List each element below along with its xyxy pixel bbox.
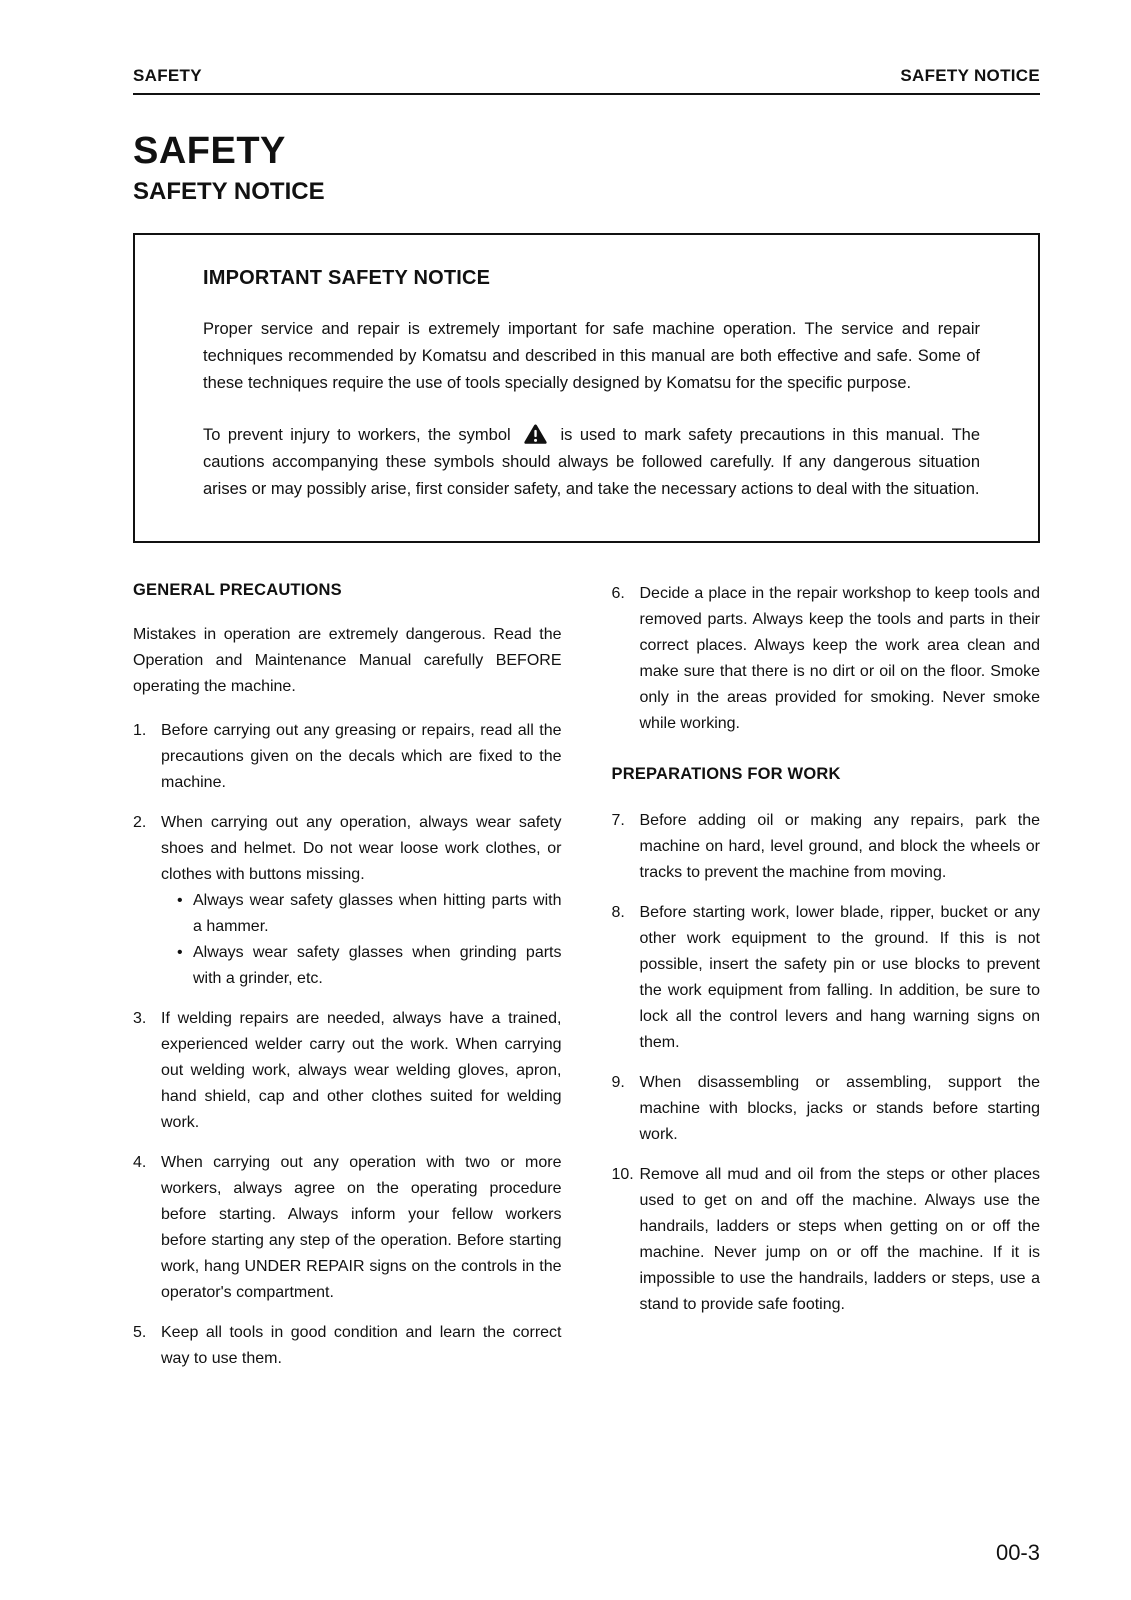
- item-number: 1.: [133, 722, 147, 740]
- item-number: 8.: [611, 904, 625, 922]
- page-title: SAFETY: [133, 130, 286, 172]
- right-column: [612, 581, 1041, 1386]
- item-number: 4.: [133, 1154, 147, 1172]
- notice-paragraph-2-after: is used to mark safety precautions in this manual. The cautions accompanying these symbols should always be followed carefully. If any dangerous situation arises or may possibly arise, first consider safety, and take the necessary actions to deal with the situation.: [203, 426, 981, 499]
- notice-paragraph-1: Proper service and repair is extremely important for safe machine operation. The service and repair techniques recommended by Komatsu and described in this manual are both effective and safe. Some of these techniques require the use of tools specially designed by Komatsu for the specific purpose.: [203, 320, 980, 393]
- warning-triangle-icon: [524, 424, 547, 444]
- two-column-body: [133, 581, 1040, 1386]
- notice-paragraph-2: [203, 422, 980, 503]
- bullet-text: Always wear safety glasses when hitting parts with a hammer.: [193, 892, 562, 936]
- item-number: 7.: [611, 812, 625, 830]
- bullet-item: [161, 888, 562, 940]
- list-item-2: [133, 810, 562, 992]
- list-item-10: [612, 1162, 1041, 1318]
- important-safety-notice-box: [133, 233, 1040, 543]
- bullet-text: Always wear safety glasses when grinding parts with a grinder, etc.: [193, 944, 562, 988]
- item-text: Before adding oil or making any repairs, park the machine on hard, level ground, and block the wheels or tracks to prevent the machine from moving.: [639, 812, 1040, 882]
- item-text: When carrying out any operation, always wear safety shoes and helmet. Do not wear loose work clothes, or clothes with buttons missing.: [161, 814, 562, 884]
- notice-heading: IMPORTANT SAFETY NOTICE: [203, 267, 491, 290]
- item-text: Before starting work, lower blade, ripper, bucket or any other work equipment to the ground. If this is not possible, insert the safety pin or use blocks to prevent the work equipment from falling. In addition, be sure to lock all the control levers and hang warning signs on them.: [639, 904, 1040, 1052]
- list-item-8: [612, 900, 1041, 1056]
- page-footer: [996, 1540, 1040, 1566]
- list-item-9: [612, 1070, 1041, 1148]
- item-number: 9.: [611, 1074, 625, 1092]
- bullet-marker: •: [177, 892, 183, 910]
- item-text: If welding repairs are needed, always have a trained, experienced welder carry out the work. When carrying out welding work, always wear welding gloves, apron, hand shield, cap and other clothes suited for welding work.: [161, 1010, 562, 1132]
- page-subtitle: SAFETY NOTICE: [133, 177, 325, 205]
- general-precautions-intro: Mistakes in operation are extremely dangerous. Read the Operation and Maintenance Manual carefully BEFORE operating the machine.: [133, 626, 562, 696]
- item-text: When carrying out any operation with two or more workers, always agree on the operating procedure before starting. Always inform your fellow workers before starting any step of the operation. Before starting work, hang UNDER REPAIR signs on the controls in the operator's compartment.: [161, 1154, 562, 1302]
- item-number: 10.: [611, 1166, 634, 1184]
- item-number: 3.: [133, 1010, 147, 1028]
- item-text: Remove all mud and oil from the steps or other places used to get on and off the machine. Always use the handrails, ladders or steps when getting on or off the machine. Never jump on or off the machine. If it is impossible to use the handrails, ladders or steps, use a stand to provide safe footing.: [639, 1166, 1040, 1314]
- preparations-for-work-heading: PREPARATIONS FOR WORK: [611, 765, 841, 784]
- item-bullets: [161, 888, 562, 992]
- bullet-item: [161, 940, 562, 992]
- item-text: When disassembling or assembling, support the machine with blocks, jacks or stands before starting work.: [639, 1074, 1040, 1144]
- list-item-4: [133, 1150, 562, 1306]
- header-rule: [133, 93, 1040, 95]
- list-item-5: [133, 1320, 562, 1372]
- general-precautions-heading: GENERAL PRECAUTIONS: [133, 581, 342, 600]
- list-item-7: [612, 808, 1041, 886]
- item-number: 5.: [133, 1324, 147, 1342]
- item-text: Before carrying out any greasing or repairs, read all the precautions given on the decals which are fixed to the machine.: [161, 722, 562, 792]
- notice-paragraph-2-before: To prevent injury to workers, the symbol: [203, 426, 511, 445]
- list-item-6: [612, 581, 1041, 737]
- page-number: 00-3: [995, 1540, 1040, 1565]
- running-header-right: SAFETY NOTICE: [900, 66, 1040, 85]
- list-item-1: [133, 718, 562, 796]
- left-column: [133, 581, 562, 1386]
- running-header: [133, 66, 1040, 86]
- list-item-3: [133, 1006, 562, 1136]
- item-number: 6.: [611, 585, 625, 603]
- item-text: Decide a place in the repair workshop to keep tools and removed parts. Always keep the tools and parts in their correct places. Always keep the work area clean and make sure that there is no dirt or oil on the floor. Smoke only in the areas provided for smoking. Never smoke while working.: [639, 585, 1040, 733]
- bullet-marker: •: [177, 944, 183, 962]
- running-header-left: SAFETY: [133, 66, 202, 85]
- item-number: 2.: [133, 814, 147, 832]
- item-text: Keep all tools in good condition and learn the correct way to use them.: [161, 1324, 562, 1368]
